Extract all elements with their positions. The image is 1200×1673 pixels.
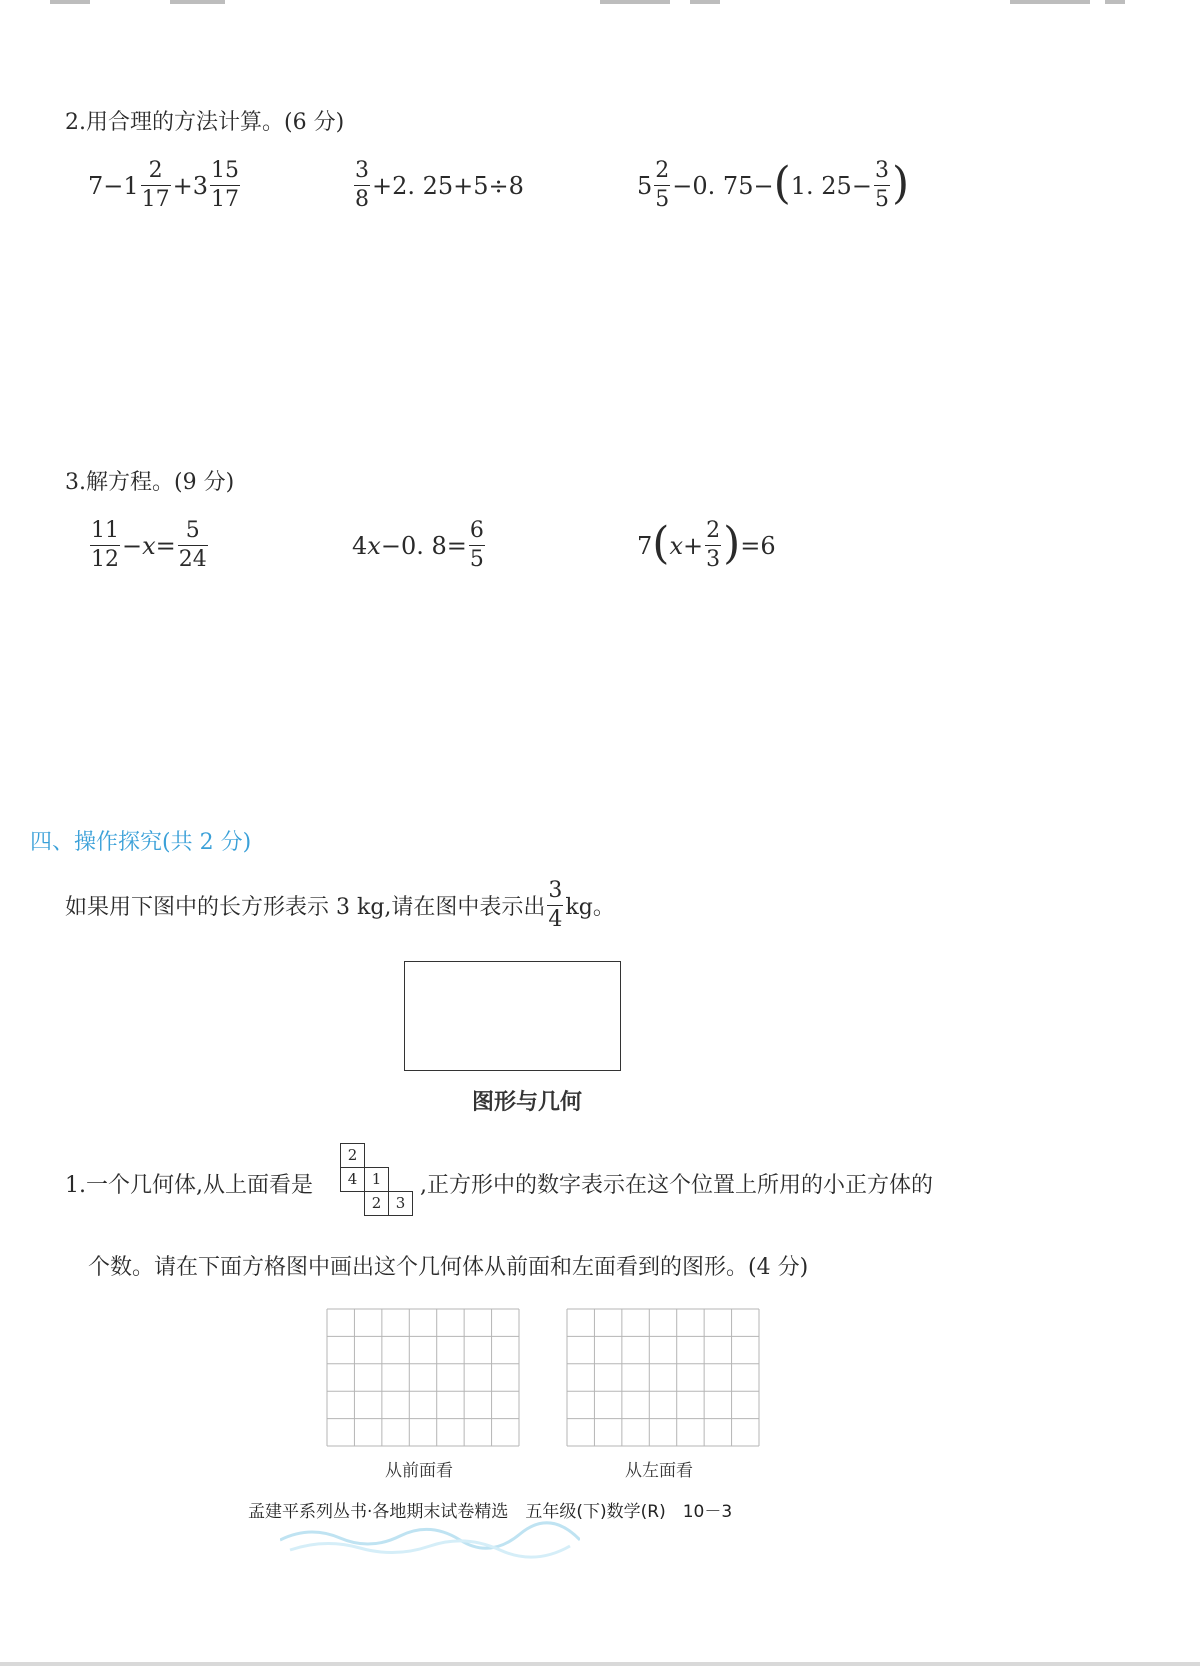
fraction: $\frac{3}{8}$ <box>355 158 369 212</box>
geometry-q1-text-c: 个数。请在下面方格图中画出这个几何体从前面和左面看到的图形。(4 分) <box>88 1255 809 1280</box>
fraction: $\frac{2}{3}$ <box>706 518 721 572</box>
right-paren: ) <box>891 157 910 209</box>
expr-term: −0. 75− <box>672 171 774 200</box>
section-4-prompt: 如果用下图中的长方形表示 3 kg,请在图中表示出 $\frac{3}{4}$ kg。 <box>65 878 615 932</box>
footer-text: 孟建平系列丛书·各地期末试卷精选 五年级(下)数学(R) 10－3 <box>248 1502 733 1522</box>
right-paren: ) <box>723 517 741 569</box>
top-view-cell: 2 <box>364 1191 389 1216</box>
front-view-grid[interactable] <box>326 1308 520 1447</box>
fraction: $\frac{2}{17}$ <box>141 158 170 212</box>
top-view-cell: 4 <box>340 1167 365 1192</box>
top-view-cell: 1 <box>364 1167 389 1192</box>
top-view-cell: 2 <box>340 1143 365 1168</box>
expr-term: +3 <box>172 171 209 200</box>
variable-x: x <box>142 531 156 560</box>
fraction: $\frac{6}{5}$ <box>469 518 484 572</box>
q3-equation-2: 4 x −0. 8= $\frac{6}{5}$ <box>352 518 484 572</box>
q3-equation-1: $\frac{11}{12}$ − x = $\frac{5}{24}$ <box>91 518 207 572</box>
fraction: $\frac{3}{4}$ <box>548 878 563 932</box>
fraction: $\frac{2}{5}$ <box>655 158 670 212</box>
geometry-heading: 图形与几何 <box>472 1090 583 1115</box>
expr-term: 1. 25− <box>790 171 872 200</box>
expr-term: +2. 25+5÷8 <box>372 171 524 200</box>
q2-expression-3 <box>637 157 910 212</box>
front-view-caption: 从前面看 <box>385 1461 453 1481</box>
expr-term: 7−1 <box>88 171 139 200</box>
expr-term: 5 <box>637 171 653 200</box>
fraction: $\frac{5}{24}$ <box>178 518 207 572</box>
question-2-title: 2.用合理的方法计算。(6 分) <box>65 110 345 135</box>
fraction: $\frac{11}{12}$ <box>91 518 119 572</box>
geometry-q1-text-b: ,正方形中的数字表示在这个位置上所用的小正方体的 <box>420 1173 933 1198</box>
footer-wave-decoration <box>280 1520 580 1560</box>
top-edge-marks <box>0 0 1200 8</box>
left-view-grid[interactable] <box>566 1308 760 1447</box>
q2-expression-1 <box>88 160 242 211</box>
top-view-cell: 3 <box>388 1191 413 1216</box>
fraction: $\frac{3}{5}$ <box>874 158 889 212</box>
fraction: $\frac{15}{17}$ <box>211 158 240 212</box>
section-4-heading: 四、操作探究(共 2 分) <box>30 830 252 855</box>
top-view-figure <box>340 1143 420 1223</box>
q2-expression-2 <box>352 160 524 211</box>
variable-x: x <box>367 531 381 560</box>
left-view-caption: 从左面看 <box>625 1461 693 1481</box>
variable-x: x <box>669 531 683 560</box>
bottom-edge-mark <box>0 1662 1200 1666</box>
geometry-q1-text-a: 1.一个几何体,从上面看是 <box>65 1173 313 1198</box>
question-3-title: 3.解方程。(9 分) <box>65 470 235 495</box>
left-paren: ( <box>773 157 791 209</box>
left-paren: ( <box>652 517 670 569</box>
section-4-points: (共 2 分) <box>162 830 252 855</box>
answer-rectangle[interactable] <box>404 961 621 1071</box>
q3-equation-3: 7 ( x + $\frac{2}{3}$ ) =6 <box>637 517 776 572</box>
